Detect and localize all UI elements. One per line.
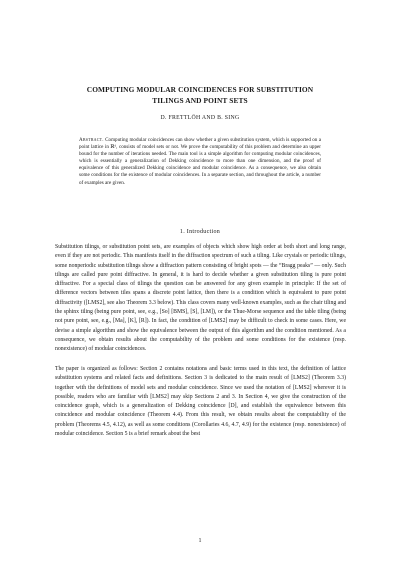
paper-title-line-2: TILINGS AND POINT SETS (152, 96, 248, 105)
intro-paragraph-2: The paper is organized as follows: Section 2 contains notations and basic terms used in this text, the definition of lattice substitution systems and related facts and definitions. Section 3 is dedicated to the main result of [LMS2] (Theorem 3.3) together with the definitions of model sets and modular coincidence. Since we used the notation of [LMS2] wherever it is possible, readers who are familiar with [LMS2] may skip Sections 2 and 3. In Section 4, we give the construction of the coincidence graph, which is a generalization of Dekking coincidence [D], and establish the equivalence between this coincidence and modular coincidence (Theorem 4.4). From this result, we obtain results about the computability of the problem (Theorems 4.5, 4.12), as well as some conditions (Corollaries 4.6, 4.7, 4.9) for the existence (resp. nonexistence) of modular coincidence. Section 5 is a brief remark about the best (55, 366, 346, 438)
authors: D. FRETTLÖH AND B. SING (160, 115, 240, 121)
paper-title-line-1: COMPUTING MODULAR COINCIDENCES FOR SUBSTITUTION (86, 85, 314, 94)
intro-paragraph-1: Substitution tilings, or substitution point sets, are examples of objects which show high order at both short and long range, even if they are not periodic. This manifests itself in the diffraction spectrum of such a tiling. Like crystals or periodic tilings, some nonperiodic substitution tilings show a diffraction pattern consisting of bright spots — the “Bragg peaks” — only. Such tilings are called pure point diffractive. In general, it is hard to decide whether a given substitution tiling is pure point diffractive. For a special class of tilings the question can be answered for any given example in principle: If the set of difference vectors between tiles spans a discrete point lattice, then there is a condition which is equivalent to pure point diffractivity ([LMS2], see also Theorem 3.3 below). This class covers many well-known examples, such as the chair tiling and the sphinx tiling (being pure point, see, e.g., [So] [BMS], [S], [LM]), or the Thue-Morse sequence and the table tiling (being not pure point, see, e.g., [Ma], [K], [R]). In fact, the condition of [LMS2] may be difficult to check in some cases. Here, we devise a simple algorithm and show the equivalence between the output of this algorithm and the condition mentioned. As a consequence, we obtain results about the computability of the problem and some conditions for the existence (resp. nonexistence) of modular coincidences. (55, 244, 346, 353)
abstract-label: Abstract. (79, 137, 104, 143)
section-heading-introduction: 1. Introduction (179, 229, 221, 235)
abstract (79, 137, 321, 187)
abstract-text: Computing modular coincidences can show whether a given substitution system, which is supported on a point lattice in ℝᵈ, consists of model sets or not. We prove the computability of this problem and determine an upper bound for the number of iterations needed. The main tool is a simple algorithm for computing modular coincidences, which is essentially a generalization of Dekking coincidence to more than one dimension, and the proof of equivalence of this generalized Dekking coincidence and modular coincidence. As a consequence, we also obtain some conditions for the existence of modular coincidences. In a separate section, and throughout the article, a number of examples are given. (79, 137, 321, 186)
page-number: 1 (198, 538, 202, 544)
